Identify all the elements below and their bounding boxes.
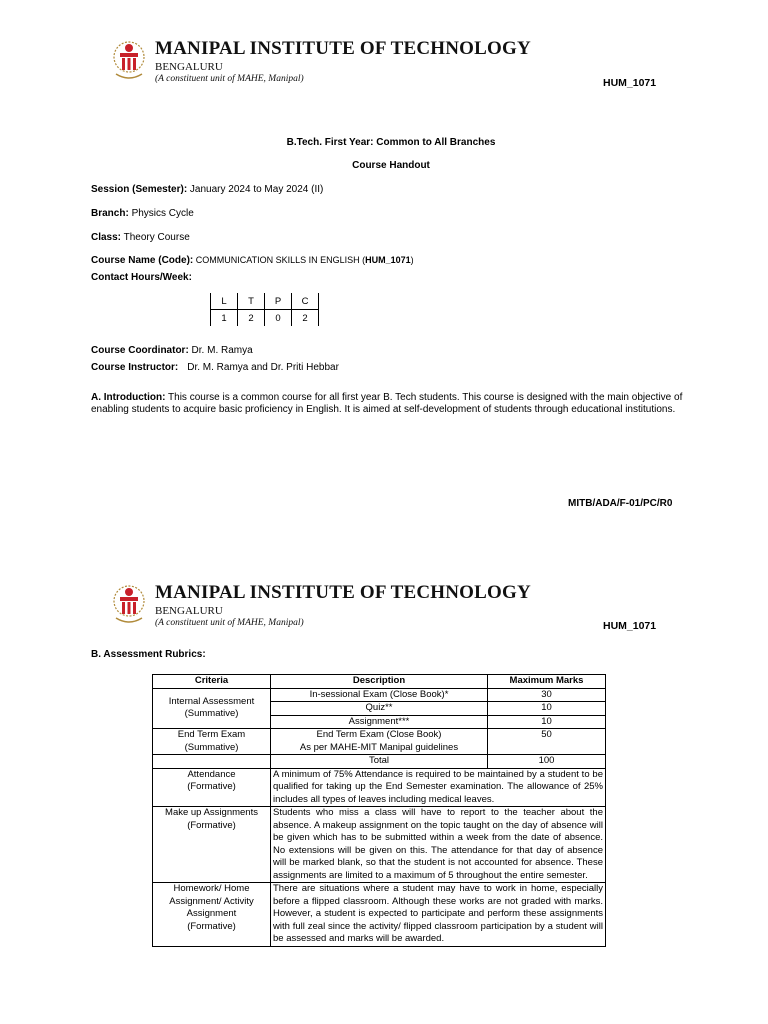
criteria-text: Homework/ Home xyxy=(173,883,250,894)
institute-logo-icon xyxy=(108,38,150,84)
session-label: Session (Semester): xyxy=(91,184,188,195)
criteria-internal-assessment xyxy=(153,688,271,729)
document-subtitle: Course Handout xyxy=(352,160,430,171)
criteria-text: (Summative) xyxy=(184,708,239,720)
instructor-value: Dr. M. Ramya and Dr. Priti Hebbar xyxy=(187,362,339,373)
criteria-homework xyxy=(153,883,271,947)
course-code-header: HUM_1071 xyxy=(603,77,657,89)
criteria-attendance xyxy=(153,768,271,807)
institute-name: MANIPAL INSTITUTE OF TECHNOLOGY xyxy=(155,38,531,59)
header-criteria: Criteria xyxy=(153,675,271,689)
instructor-line xyxy=(91,362,339,373)
instructor-label: Course Instructor: xyxy=(91,362,179,373)
coordinator-label: Course Coordinator: xyxy=(91,345,189,356)
ltpc-value-t: 2 xyxy=(238,310,265,327)
description-homework: There are situations where a student may have to work in home, especially before a flipped classroom. Although these works are not graded with marks. However, a student is expected to participate and perform these assignments with full zeal since the activity/ flipped classroom participation by a student will be assessed and marks will be awarded. xyxy=(271,883,606,947)
marks-end-term: 50 xyxy=(488,729,606,755)
course-name-value: COMMUNICATION SKILLS IN ENGLISH ( xyxy=(193,255,366,265)
coordinator-value: Dr. M. Ramya xyxy=(188,345,253,356)
ltpc-header-p: P xyxy=(265,293,292,310)
description-quiz: Quiz** xyxy=(271,702,488,716)
description-total: Total xyxy=(271,755,488,769)
criteria-text: Make up Assignments xyxy=(165,807,258,818)
description-text: End Term Exam (Close Book) xyxy=(316,729,442,740)
description-end-term xyxy=(271,729,488,755)
table-row xyxy=(153,688,606,702)
institute-subtitle: (A constituent unit of MAHE, Manipal) xyxy=(155,618,304,628)
marks-quiz: 10 xyxy=(488,702,606,716)
institute-header xyxy=(108,38,531,88)
description-text: As per MAHE-MIT Manipal guidelines xyxy=(299,741,459,753)
table-row xyxy=(153,755,606,769)
institute-name: MANIPAL INSTITUTE OF TECHNOLOGY xyxy=(155,582,531,603)
description-attendance: A minimum of 75% Attendance is required to be maintained by a student to be qualified for taking up the End Semester examination. The allowance of 25% includes all types of leaves including medical leaves. xyxy=(271,768,606,807)
description-makeup-assignments: Students who miss a class will have to report to the teacher about the absence. A makeup assignment on the topic taught on the day of absence will be given which has to be submitted within a week from the date of absence. No extensions will be given on this. The attendance for that day of absence will be marked blank, so that the student is not accounted for absence. These assignments are limited to a maximum of 5 throughout the entire semester. xyxy=(271,807,606,883)
marks-insessional: 30 xyxy=(488,688,606,702)
class-value: Theory Course xyxy=(121,232,190,243)
course-code-header-page2: HUM_1071 xyxy=(603,620,657,632)
description-insessional: In-sessional Exam (Close Book)* xyxy=(271,688,488,702)
marks-assignment: 10 xyxy=(488,715,606,729)
institute-subtitle: (A constituent unit of MAHE, Manipal) xyxy=(155,74,304,84)
table-header-row xyxy=(153,675,606,689)
introduction-text: This course is a common course for all first year B. Tech students. This course is designed with the main objective of enabling students to acquire basic proficiency in English. It is aimed at self-development of students through educational institutions. xyxy=(91,392,683,415)
ltpc-header-l: L xyxy=(211,293,238,310)
introduction-label: A. Introduction: xyxy=(91,392,166,403)
institute-header-page2 xyxy=(108,582,531,632)
table-row xyxy=(153,768,606,807)
branch-line xyxy=(91,208,194,219)
criteria-text: (Summative) xyxy=(184,741,239,753)
criteria-text: Internal Assessment xyxy=(168,695,255,707)
criteria-empty xyxy=(153,755,271,769)
institute-city: BENGALURU xyxy=(155,61,223,73)
institute-city: BENGALURU xyxy=(155,605,223,617)
introduction-paragraph xyxy=(91,392,694,416)
description-assignment: Assignment*** xyxy=(271,715,488,729)
form-code: MITB/ADA/F-01/PC/R0 xyxy=(568,498,673,509)
criteria-text: End Term Exam xyxy=(177,729,246,740)
criteria-end-term xyxy=(153,729,271,755)
session-value: January 2024 to May 2024 (II) xyxy=(187,184,324,195)
ltpc-value-row xyxy=(211,310,319,327)
ltpc-header-t: T xyxy=(238,293,265,310)
criteria-text: (Formative) xyxy=(187,781,236,792)
ltpc-header-c: C xyxy=(292,293,319,310)
ltpc-table xyxy=(210,293,319,326)
course-name-code: HUM_1071 xyxy=(365,255,411,265)
contact-hours-label: Contact Hours/Week: xyxy=(91,272,192,283)
criteria-text: (Formative) xyxy=(187,819,236,831)
course-name-label: Course Name (Code): xyxy=(91,255,194,266)
session-line xyxy=(91,184,323,195)
criteria-text: Assignment xyxy=(186,908,237,919)
table-row xyxy=(153,807,606,883)
assessment-rubrics-table xyxy=(152,674,606,947)
course-name-line xyxy=(91,255,414,266)
ltpc-value-p: 0 xyxy=(265,310,292,327)
branch-label: Branch: xyxy=(91,208,129,219)
coordinator-line xyxy=(91,345,253,356)
class-label: Class: xyxy=(91,232,122,243)
marks-total: 100 xyxy=(488,755,606,769)
ltpc-header-row xyxy=(211,293,319,310)
criteria-makeup-assignments xyxy=(153,807,271,883)
ltpc-value-c: 2 xyxy=(292,310,319,327)
criteria-text: Assignment/ Activity xyxy=(169,895,254,907)
ltpc-value-l: 1 xyxy=(211,310,238,327)
header-description: Description xyxy=(271,675,488,689)
table-row xyxy=(153,729,606,755)
course-name-close: ) xyxy=(410,255,414,265)
assessment-section-title: B. Assessment Rubrics: xyxy=(91,649,206,660)
criteria-text: (Formative) xyxy=(187,920,236,932)
header-maximum-marks: Maximum Marks xyxy=(488,675,606,689)
class-line xyxy=(91,232,190,243)
document-title: B.Tech. First Year: Common to All Branches xyxy=(286,137,496,148)
table-row xyxy=(153,883,606,947)
criteria-text: Attendance xyxy=(187,768,236,780)
branch-value: Physics Cycle xyxy=(128,208,194,219)
institute-logo-icon xyxy=(108,582,150,628)
